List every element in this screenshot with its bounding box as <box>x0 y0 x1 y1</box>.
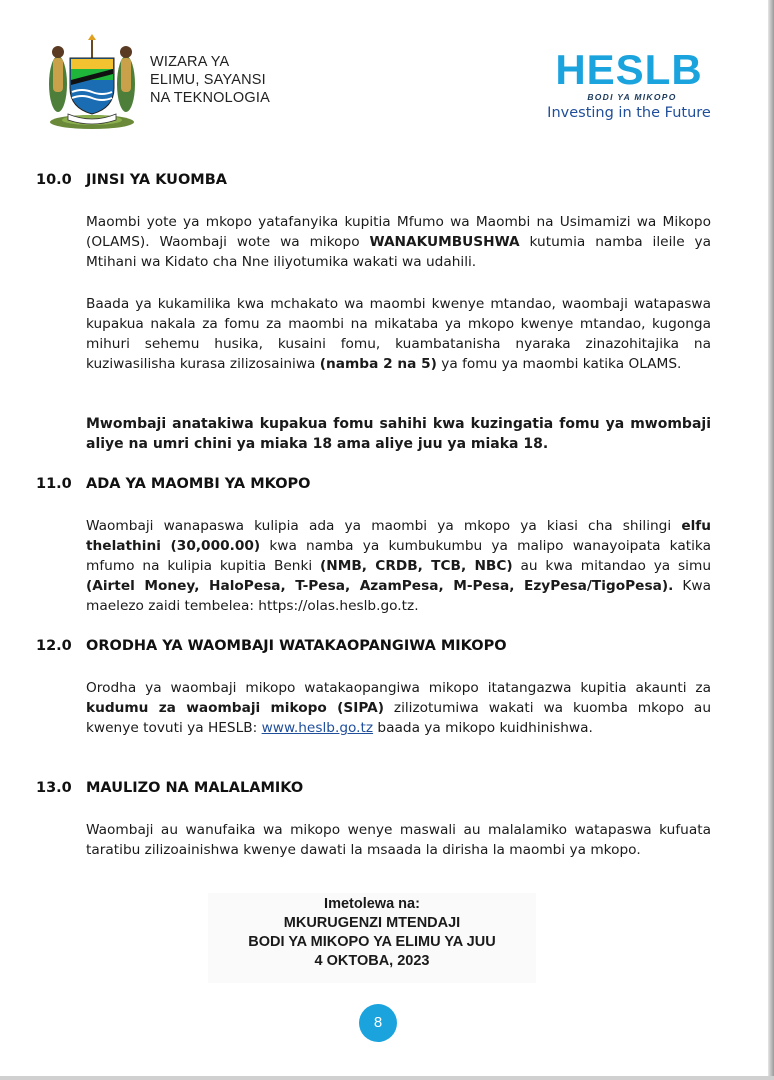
section-13-paragraph-1 <box>86 820 711 860</box>
text-run: Waombaji wanapaswa kulipia ada ya maombi ya mkopo ya kiasi cha shilingi <box>86 518 682 534</box>
text-run: Maombi yote ya mkopo yatafanyika kupitia Mfumo wa Maombi na Usimamizi wa Mikopo (OLAMS). Waombaji wote wa mikopo <box>86 214 711 250</box>
coat-of-arms-icon <box>44 32 140 130</box>
text-run: kwa namba ya kumbukumbu ya malipo wanayoipata katika mfumo na kulipia kupitia Benki <box>86 538 711 574</box>
heslb-subtitle: BODI YA MIKOPO <box>587 92 677 102</box>
issue-date: 4 OKTOBA, 2023 <box>314 953 430 969</box>
text-run: kutumia namba ileile ya Mtihani wa Kidato cha Nne iliyotumika wakati wa udahili. <box>86 234 711 270</box>
heslb-tagline: Investing in the Future <box>547 105 711 121</box>
section-10-paragraph-1 <box>86 212 711 272</box>
text-run-bold: elfu thelathini (30,000.00) <box>86 518 711 554</box>
section-heading-11 <box>36 476 311 492</box>
signature-block <box>208 893 536 983</box>
section-title: MAULIZO NA MALALAMIKO <box>86 780 304 796</box>
document-header <box>0 0 774 150</box>
section-title: ORODHA YA WAOMBAJI WATAKAOPANGIWA MIKOPO <box>86 638 507 654</box>
ministry-line: WIZARA YA <box>150 54 230 70</box>
text-run: zilizotumiwa wakati wa kuomba mkopo au kwenye tovuti ya HESLB: <box>86 700 711 736</box>
page-number-badge: 8 <box>359 1004 397 1042</box>
section-number: 13.0 <box>36 780 72 796</box>
text-run-bold: Mwombaji anatakiwa kupakua fomu sahihi kwa kuzingatia fomu ya mwombaji aliye na umri chini ya miaka 18 ama aliye juu ya miaka 18. <box>86 416 711 452</box>
section-10-paragraph-3 <box>86 414 711 454</box>
text-run-bold: (Airtel Money, HaloPesa, T-Pesa, AzamPesa, M-Pesa, EzyPesa/TigoPesa). <box>86 578 674 594</box>
text-run-bold: WANAKUMBUSHWA <box>369 234 520 250</box>
signatory-title: MKURUGENZI MTENDAJI <box>283 915 461 931</box>
text-run: au kwa mitandao ya simu <box>512 558 711 574</box>
section-heading-10 <box>36 172 227 188</box>
section-10-paragraph-2 <box>86 294 711 374</box>
page-bottom-edge <box>0 1076 774 1080</box>
section-title: JINSI YA KUOMBA <box>86 172 227 188</box>
text-run: ya fomu ya maombi katika OLAMS. <box>436 356 682 372</box>
section-11-paragraph-1 <box>86 516 711 616</box>
text-run: Baada ya kukamilika kwa mchakato wa maombi kwenye mtandao, waombaji watapaswa kupakua nakala za fomu za maombi na mikataba ya mkopo kwenye mtandao, kugonga mihuri sehemu husika, kusaini fomu, kuambatanisha nyaraka zinazohitajika na kuziwasilisha kurasa zilizosainiwa <box>86 296 711 372</box>
text-run-bold: (namba 2 na 5) <box>319 356 437 372</box>
heslb-logo-text: HESLB <box>555 46 703 93</box>
heslb-logo <box>530 46 720 130</box>
ministry-line: NA TEKNOLOGIA <box>150 90 270 106</box>
page-edge-shadow <box>768 0 774 1080</box>
text-run: Waombaji au wanufaika wa mikopo wenye maswali au malalamiko watapaswa kufuata taratibu zilizoainishwa kwenye dawati la msaada la dirisha la maombi ya mkopo. <box>86 822 711 858</box>
section-number: 12.0 <box>36 638 72 654</box>
ministry-line: ELIMU, SAYANSI <box>150 72 266 88</box>
text-run: Kwa maelezo zaidi tembelea: https://olas.heslb.go.tz. <box>86 578 711 614</box>
section-heading-13 <box>36 780 303 796</box>
text-run: Orodha ya waombaji mikopo watakaopangiwa mikopo itatangazwa kupitia akaunti za <box>86 680 711 696</box>
signatory-organization: BODI YA MIKOPO YA ELIMU YA JUU <box>248 934 496 950</box>
heslb-website-link[interactable]: www.heslb.go.tz <box>261 720 374 736</box>
text-run-bold: kudumu za waombaji mikopo (SIPA) <box>86 700 384 716</box>
text-run-bold: (NMB, CRDB, TCB, NBC) <box>320 558 513 574</box>
section-title: ADA YA MAOMBI YA MKOPO <box>86 476 311 492</box>
text-run: baada ya mikopo kuidhinishwa. <box>373 720 593 736</box>
section-number: 11.0 <box>36 476 72 492</box>
section-number: 10.0 <box>36 172 72 188</box>
section-heading-12 <box>36 638 507 654</box>
section-12-paragraph-1 <box>86 678 711 738</box>
issued-by-label: Imetolewa na: <box>324 896 420 912</box>
ministry-name <box>150 53 270 107</box>
